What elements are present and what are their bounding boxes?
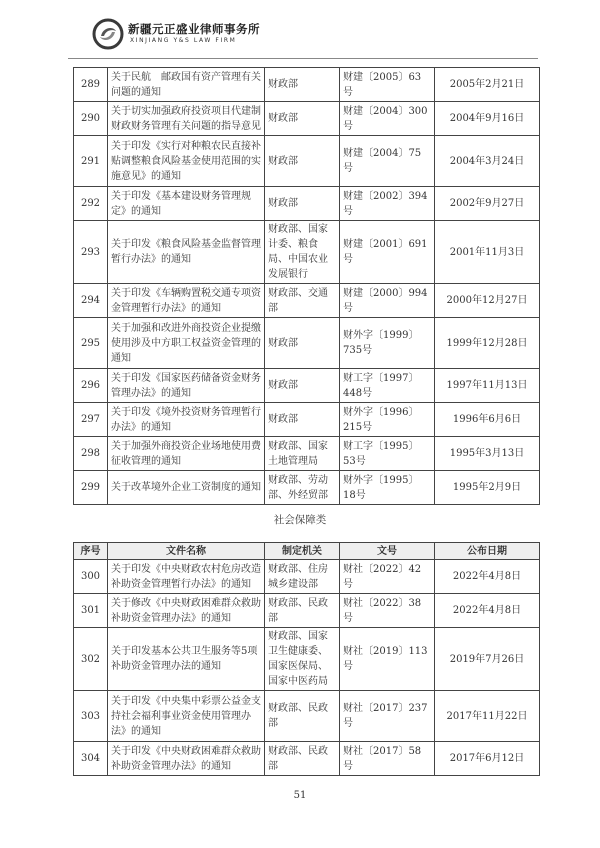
cell-name: 关于印发《车辆购置税交通专项资金管理暂行办法》的通知	[108, 284, 265, 318]
social-security-table-body	[74, 560, 540, 776]
cell-org: 财政部、国家卫生健康委、国家医保局、国家中医药局	[265, 628, 340, 691]
cell-no: 291	[74, 136, 108, 187]
cell-no: 301	[74, 594, 108, 628]
table-row	[74, 284, 540, 318]
social-security-table	[73, 542, 540, 776]
cell-name: 关于印发《国家医药储备资金财务管理办法》的通知	[108, 369, 265, 403]
cell-no: 290	[74, 102, 108, 136]
section-title: 社会保障类	[273, 514, 327, 526]
table-row	[74, 102, 540, 136]
cell-org: 财政部	[265, 136, 340, 187]
cell-org: 财政部、民政部	[265, 742, 340, 776]
cell-date: 2022年4月8日	[435, 594, 540, 628]
header-org: 制定机关	[265, 543, 340, 560]
cell-org: 财政部、交通部	[265, 284, 340, 318]
cell-name: 关于印发《中央集中彩票公益金支持社会福利事业资金使用管理办法》的通知	[108, 691, 265, 742]
cell-date: 2001年11月3日	[435, 221, 540, 284]
table-row	[74, 68, 540, 102]
cell-no: 298	[74, 437, 108, 471]
cell-org: 财政部、民政部	[265, 691, 340, 742]
cell-doc: 财外字〔1996〕215号	[340, 403, 435, 437]
cell-doc: 财建〔2005〕63号	[340, 68, 435, 102]
cell-no: 304	[74, 742, 108, 776]
cell-name: 关于印发《粮食风险基金监督管理暂行办法》的通知	[108, 221, 265, 284]
cell-doc: 财工字〔1995〕53号	[340, 437, 435, 471]
cell-doc: 财建〔2004〕75号	[340, 136, 435, 187]
table-row	[74, 318, 540, 369]
cell-no: 294	[74, 284, 108, 318]
cell-date: 1995年2月9日	[435, 471, 540, 505]
cell-org: 财政部、国家计委、粮食局、中国农业发展银行	[265, 221, 340, 284]
cell-name: 关于印发基本公共卫生服务等5项补助资金管理办法的通知	[108, 628, 265, 691]
page-number: 51	[293, 790, 307, 801]
cell-name: 关于印发《境外投资财务管理暂行办法》的通知	[108, 403, 265, 437]
table-row	[74, 594, 540, 628]
cell-org: 财政部	[265, 102, 340, 136]
cell-name: 关于印发《实行对种粮农民直接补贴调整粮食风险基金使用范围的实施意见》的通知	[108, 136, 265, 187]
cell-org: 财政部、国家土地管理局	[265, 437, 340, 471]
cell-date: 2004年9月16日	[435, 102, 540, 136]
cell-no: 300	[74, 560, 108, 594]
cell-doc: 财建〔2001〕691号	[340, 221, 435, 284]
cell-name: 关于加强和改进外商投资企业提缴使用涉及中方职工权益资金管理的通知	[108, 318, 265, 369]
cell-no: 296	[74, 369, 108, 403]
cell-doc: 财建〔2004〕300号	[340, 102, 435, 136]
cell-doc: 财社〔2022〕38号	[340, 594, 435, 628]
cell-date: 2004年3月24日	[435, 136, 540, 187]
table-header-row	[74, 543, 540, 560]
cell-org: 财政部	[265, 68, 340, 102]
cell-org: 财政部	[265, 369, 340, 403]
header-date: 公布日期	[435, 543, 540, 560]
header-no: 序号	[74, 543, 108, 560]
cell-date: 2002年9月27日	[435, 187, 540, 221]
table-row	[74, 187, 540, 221]
firm-name-en: XINJIANG Y&S LAW FIRM	[130, 37, 237, 44]
cell-doc: 财工字〔1997〕448号	[340, 369, 435, 403]
cell-name: 关于修改《中央财政困难群众救助补助资金管理办法》的通知	[108, 594, 265, 628]
regulation-table-continued	[73, 67, 540, 505]
table-row	[74, 221, 540, 284]
cell-doc: 财建〔2002〕394号	[340, 187, 435, 221]
page-header	[92, 18, 392, 52]
cell-doc: 财外字〔1999〕735号	[340, 318, 435, 369]
cell-no: 295	[74, 318, 108, 369]
table-row	[74, 560, 540, 594]
cell-no: 302	[74, 628, 108, 691]
cell-doc: 财社〔2017〕58号	[340, 742, 435, 776]
cell-org: 财政部	[265, 318, 340, 369]
cell-org: 财政部、民政部	[265, 594, 340, 628]
firm-name-cn: 新疆元正盛业律师事务所	[128, 22, 260, 36]
cell-date: 1997年11月13日	[435, 369, 540, 403]
table-row	[74, 471, 540, 505]
cell-name: 关于加强外商投资企业场地使用费征收管理的通知	[108, 437, 265, 471]
cell-doc: 财外字〔1995〕18号	[340, 471, 435, 505]
cell-org: 财政部、劳动部、外经贸部	[265, 471, 340, 505]
table-row	[74, 369, 540, 403]
table-row	[74, 691, 540, 742]
header-name: 文件名称	[108, 543, 265, 560]
cell-name: 关于切实加强政府投资项目代建制财政财务管理有关问题的指导意见	[108, 102, 265, 136]
cell-name: 关于印发《基本建设财务管理规定》的通知	[108, 187, 265, 221]
cell-date: 2019年7月26日	[435, 628, 540, 691]
cell-date: 1995年3月13日	[435, 437, 540, 471]
cell-org: 财政部、住房城乡建设部	[265, 560, 340, 594]
table-row	[74, 628, 540, 691]
cell-date: 2017年11月22日	[435, 691, 540, 742]
cell-no: 293	[74, 221, 108, 284]
cell-no: 292	[74, 187, 108, 221]
cell-org: 财政部	[265, 187, 340, 221]
cell-no: 299	[74, 471, 108, 505]
cell-date: 2022年4月8日	[435, 560, 540, 594]
cell-name: 关于改革境外企业工资制度的通知	[108, 471, 265, 505]
cell-date: 2000年12月27日	[435, 284, 540, 318]
cell-name: 关于民航 邮政国有资产管理有关问题的通知	[108, 68, 265, 102]
cell-no: 303	[74, 691, 108, 742]
cell-doc: 财社〔2022〕42号	[340, 560, 435, 594]
cell-date: 2017年6月12日	[435, 742, 540, 776]
cell-org: 财政部	[265, 403, 340, 437]
header-divider	[68, 58, 538, 59]
cell-doc: 财建〔2000〕994号	[340, 284, 435, 318]
cell-date: 2005年2月21日	[435, 68, 540, 102]
table-row	[74, 136, 540, 187]
cell-no: 297	[74, 403, 108, 437]
table-row	[74, 742, 540, 776]
cell-doc: 财社〔2019〕113号	[340, 628, 435, 691]
regulation-table-body	[74, 68, 540, 505]
cell-name: 关于印发《中央财政农村危房改造补助资金管理暂行办法》的通知	[108, 560, 265, 594]
table-row	[74, 437, 540, 471]
cell-no: 289	[74, 68, 108, 102]
table-row	[74, 403, 540, 437]
firm-logo-icon	[92, 18, 124, 50]
header-doc: 文号	[340, 543, 435, 560]
cell-doc: 财社〔2017〕237号	[340, 691, 435, 742]
cell-date: 1999年12月28日	[435, 318, 540, 369]
cell-name: 关于印发《中央财政困难群众救助补助资金管理办法》的通知	[108, 742, 265, 776]
cell-date: 1996年6月6日	[435, 403, 540, 437]
